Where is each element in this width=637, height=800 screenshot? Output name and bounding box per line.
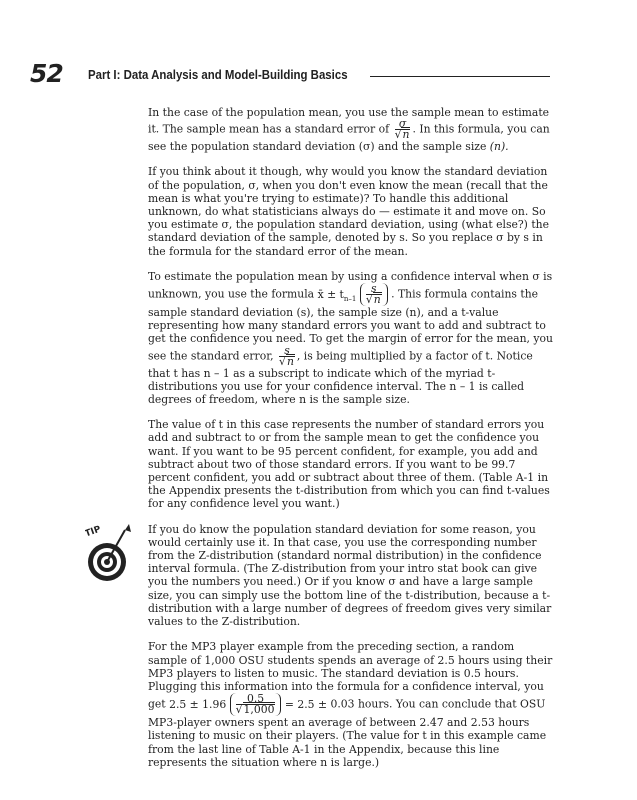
std-error-fraction: $\frac{\sigma}{√n}$ bbox=[394, 117, 410, 142]
ci-formula: x̄ ± $t_{n-1}$ $\frac{s}{√n}$ bbox=[318, 288, 392, 301]
header-rule bbox=[370, 76, 550, 77]
page-body bbox=[148, 106, 555, 781]
page-number: 52 bbox=[30, 59, 63, 88]
paragraph-4: The value of t in this case represents the number of standard errors you add and subtract to or from the sample mean to get the confidence you want. If you want to be 95 percent confident, for example, you add and subtract about two of those standard errors. If you want to be 99.7 percent confident, you add or subtract about three of them. (Table A-1 in the Appendix presents the t-distribution from which you can find t-values for any confidence level you want.) bbox=[148, 418, 550, 511]
standard-error-fraction: $\frac{s}{√n}$ bbox=[279, 343, 294, 368]
paragraph-3: To estimate the population mean by using a confidence interval when σ is unknown, you use the formula x̄ ± $t_{n-1}$ $\frac{s}{√n}$ . This formula contains the sample standard deviation (s), the sample size (n), and a t-value representing how many standard errors you want to add and subtract to get the confidence you need. To get the margin of error for the mean, you see the standard error, $\frac{s}{√n}$ , is being multiplied by a factor of t. Notice that t has n – 1 as a subscript to indicate which of the myriad t-distributions you use for your confidence interval. The n – 1 is called degrees of freedom, where n is the sample size. bbox=[148, 269, 553, 407]
paragraph-2: If you think about it though, why would you know the standard deviation of the population, σ, when you don't even know the mean (recall that the mean is what you're trying to estimate)? To handle this additional unknown, do what statisticians always do — estimate it and move on. So you estimate σ, the population standard deviation, using (what else?) the standard deviation of the sample, denoted by s. So you replace σ by s in the formula for the standard error of the mean. bbox=[148, 165, 550, 258]
paragraph-1: In the case of the population mean, you use the sample mean to estimate it. The sample mean has a standard error of $\frac{\sigma}{√n}$ . In this formula, you can see the population standard deviation (σ) and the sample size (n). bbox=[148, 106, 550, 154]
running-head: Part I: Data Analysis and Model-Building Basics bbox=[88, 67, 348, 82]
tip-icon bbox=[85, 520, 133, 590]
tip-label: TIP bbox=[85, 524, 103, 540]
example-equation: 2.5 ± 1.96 $\frac{0.5}{√1,000}$ = 2.5 ± bbox=[169, 692, 328, 717]
page-header bbox=[30, 59, 550, 88]
paragraph-6: For the MP3 player example from the preceding section, a random sample of 1,000 OSU students spends an average of 2.5 hours using their MP3 players to listen to music. The standard deviation is 0.5 hours. Plugging this information into the formula for a confidence interval, you get 2.5 ± 1.96 $\frac{0.5}{√1,000}$ = 2.5 ± 0.03 hours. You can conclude that OSU MP3-player owners spent an average of between 2.47 and 2.53 hours listening to music on their players. (The value for t in this example came from the last line of Table A-1 in the Appendix, because this line represents the situation where n is large.) bbox=[148, 640, 553, 769]
paragraph-5: If you do know the population standard deviation for some reason, you would certainly use it. In that case, you use the corresponding number from the Z-distribution (standard normal distribution) in the confidence interval formula. (The Z-distribution from your intro stat book can give you the numbers you need.) Or if you know σ and have a large sample size, you can simply use the bottom line of the t-distribution, because a t-distribution with a large number of degrees of freedom gives very similar values to the Z-distribution. bbox=[148, 522, 552, 629]
